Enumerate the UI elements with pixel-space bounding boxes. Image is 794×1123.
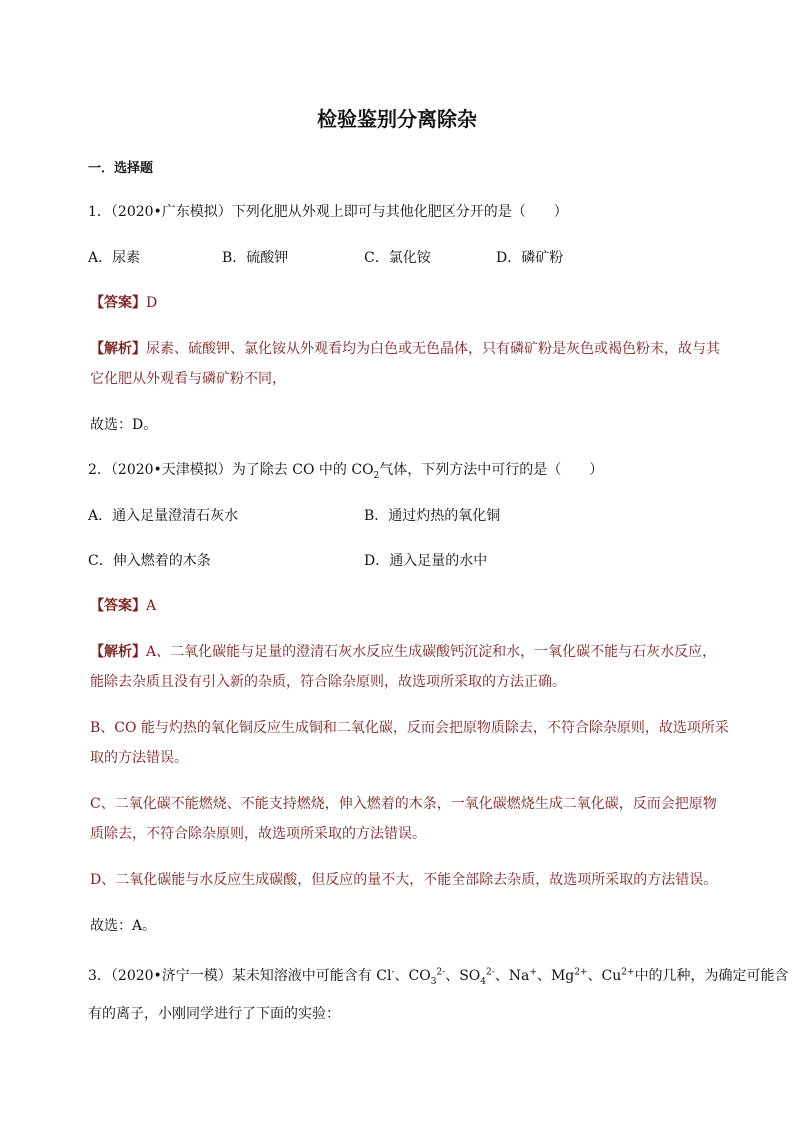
question-2-stem — [88, 461, 603, 479]
q2-analysis-d-line-1: D、二氧化碳能与水反应生成碳酸，但反应的量不大，不能全部除去杂质，故选项所采取的方法错误。 — [90, 872, 718, 888]
ion-separator: 、Na — [494, 968, 530, 984]
answer-value: D — [146, 295, 158, 311]
page-title: 检验鉴别分离除杂 — [317, 107, 477, 131]
ion-subscript: 4 — [480, 976, 487, 987]
analysis-text: 尿素、硫酸钾、氯化铵从外观看均为白色或无色晶体，只有磷矿粉是灰色或褐色粉末，故与其 — [146, 341, 720, 357]
ion-charge: - — [391, 967, 395, 978]
question-3-stem — [88, 967, 789, 985]
question-source: （2020•天津模拟） — [110, 462, 232, 478]
question-text-part-2: 气体，下列方法中可行的是（ ） — [379, 462, 604, 478]
q1-option-b: B．硫酸钾 — [222, 250, 289, 266]
analysis-label: 【解析】 — [90, 644, 146, 660]
q2-analysis-b-line-1: B、CO 能与灼热的氧化铜反应生成铜和二氧化碳，反而会把原物质除去，不符合除杂原则，故选项所采 — [90, 720, 729, 736]
subscript: 2 — [373, 470, 380, 481]
q2-option-d: D．通入足量的水中 — [364, 553, 488, 569]
question-number: 3． — [88, 968, 111, 984]
q1-conclusion: 故选：D。 — [90, 417, 158, 433]
q2-option-a: A．通入足量澄清石灰水 — [88, 508, 239, 524]
q1-option-a: A．尿素 — [88, 250, 141, 266]
question-3-stem-line-2: 有的离子，小刚同学进行了下面的实验： — [88, 1006, 340, 1022]
question-source: （2020•济宁一模） — [110, 968, 232, 984]
ion-charge: + — [529, 967, 537, 978]
question-1-stem — [88, 203, 568, 221]
q1-analysis-line-2: 它化肥从外观看与磷矿粉不同， — [90, 371, 286, 387]
q2-conclusion: 故选：A。 — [90, 918, 157, 934]
answer-label: 【答案】 — [90, 295, 146, 311]
q2-option-c: C．伸入燃着的木条 — [88, 553, 211, 569]
q2-analysis-a-line-2: 能除去杂质且没有引入新的杂质，符合除杂原则，故选项所采取的方法正确。 — [90, 674, 566, 690]
q1-answer — [90, 294, 157, 312]
ion-separator: 、Cu — [587, 968, 622, 984]
ion-charge: 2+ — [574, 967, 588, 978]
question-text-part-1: 为了除去 CO 中的 CO — [231, 462, 374, 478]
ion-separator: 、CO — [394, 968, 431, 984]
q2-analysis-c-line-2: 质除去，不符合除杂原则，故选项所采取的方法错误。 — [90, 826, 426, 842]
answer-label: 【答案】 — [90, 598, 146, 614]
question-number: 2． — [88, 462, 111, 478]
q1-option-c: C．氯化铵 — [364, 250, 431, 266]
question-text-part-1: 某未知溶液中可能含有 Cl — [231, 968, 392, 984]
section-heading: 一．选择题 — [88, 161, 154, 176]
question-text-part-2: 中的几种，为确定可能含 — [634, 968, 789, 984]
question-number: 1． — [88, 204, 111, 220]
ion-separator: 、SO — [445, 968, 481, 984]
analysis-label: 【解析】 — [90, 341, 146, 357]
ion-charge: 2- — [436, 967, 446, 978]
q1-analysis-line-1 — [90, 340, 720, 358]
q2-analysis-c-line-1: C、二氧化碳不能燃烧、不能支持燃烧，伸入燃着的木条，一氧化碳燃烧生成二氧化碳，反而会把原物 — [90, 796, 717, 812]
ion-subscript: 3 — [430, 976, 437, 987]
question-text: 下列化肥从外观上即可与其他化肥区分开的是（ ） — [231, 204, 568, 220]
ion-separator: 、Mg — [536, 968, 575, 984]
q2-option-b: B．通过灼热的氧化铜 — [364, 508, 501, 524]
ion-charge: 2+ — [621, 967, 635, 978]
analysis-text: A、二氧化碳能与足量的澄清石灰水反应生成碳酸钙沉淀和水，一氧化碳不能与石灰水反应， — [146, 644, 717, 660]
ion-charge: 2- — [486, 967, 495, 978]
q2-answer — [90, 597, 156, 615]
answer-value: A — [146, 598, 157, 614]
question-source: （2020•广东模拟） — [110, 204, 232, 220]
q2-analysis-a-line-1 — [90, 643, 716, 661]
q1-option-d: D．磷矿粉 — [496, 250, 564, 266]
q2-analysis-b-line-2: 取的方法错误。 — [90, 750, 188, 766]
